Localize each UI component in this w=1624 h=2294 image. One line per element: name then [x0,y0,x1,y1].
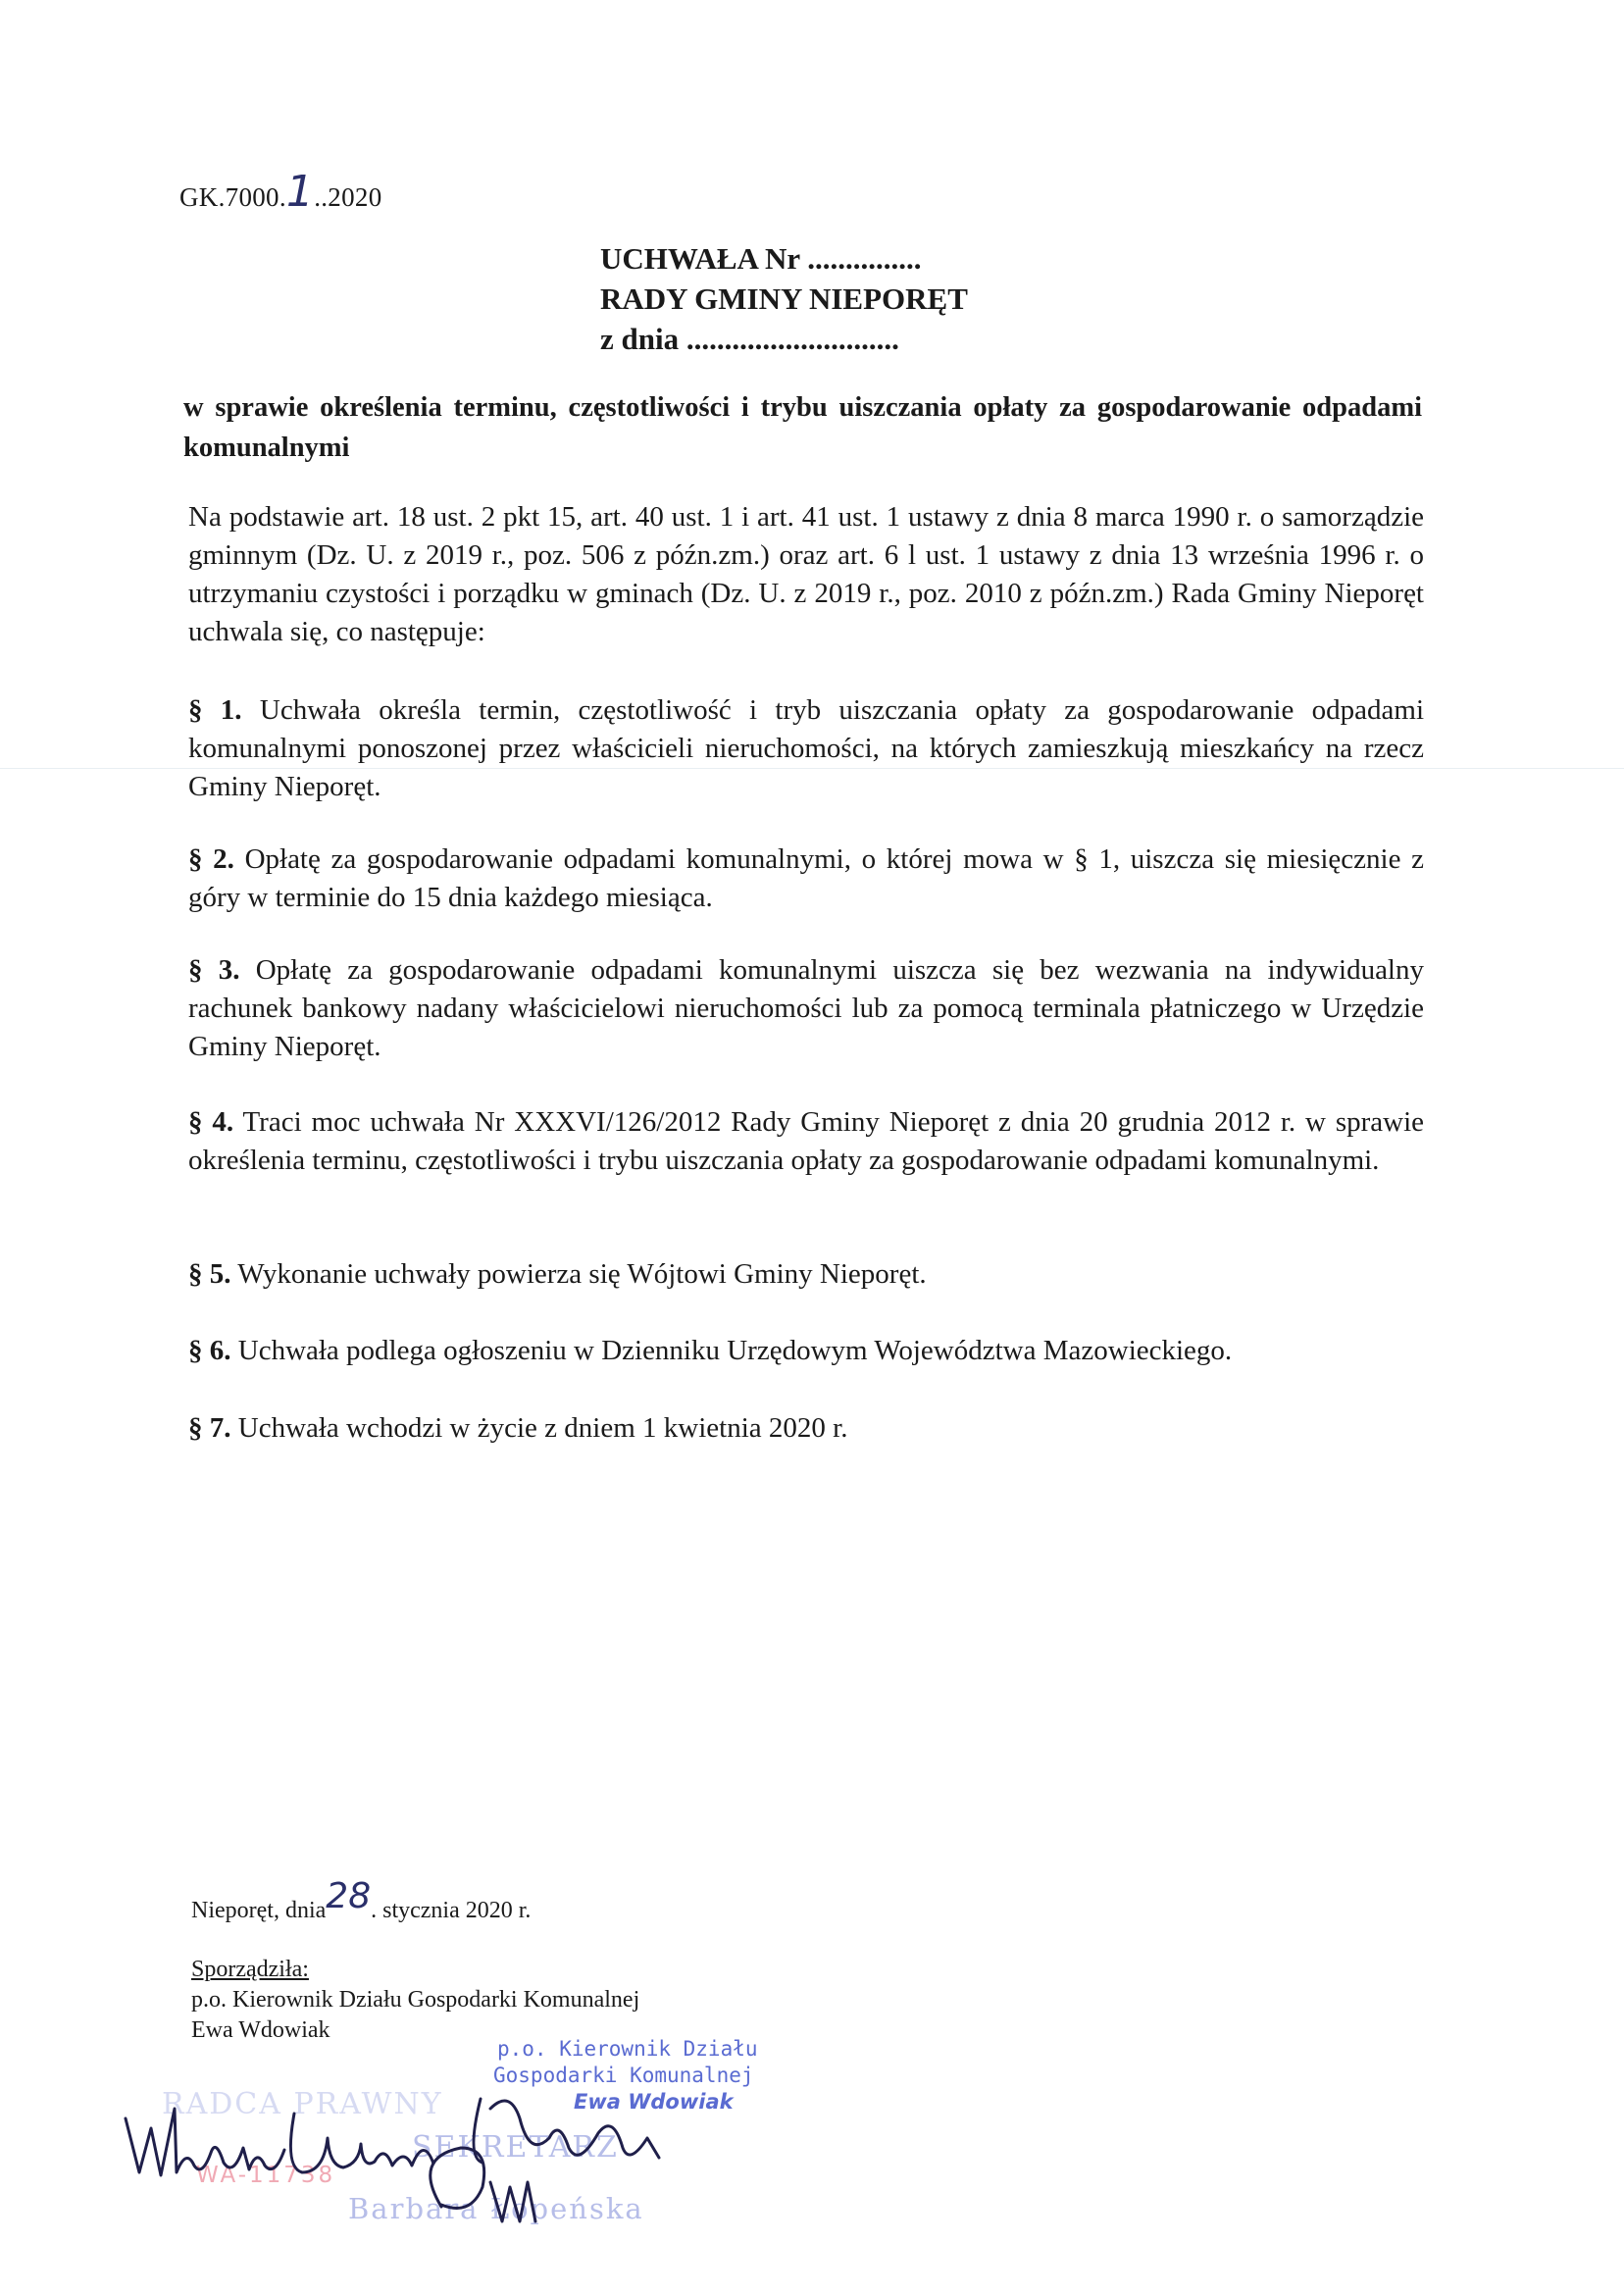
reference-suffix: ..2020 [314,182,382,212]
paragraph-text: Uchwała określa termin, częstotliwość i tryb uiszczania opłaty za gospodarowanie odpadami komunalnymi ponoszonej przez właścicieli nieruchomości, na których zamieszkują mieszkańcy na rzecz Gminy Nieporęt. [188,694,1425,802]
paragraph-number: § 7. [188,1412,231,1444]
handwritten-signatures [118,2079,726,2226]
paragraph-text: Opłatę za gospodarowanie odpadami komunalnymi, o której mowa w § 1, uiszcza się miesięcznie z góry w terminie do 15 dnia każdego miesiąca. [188,843,1424,913]
title-line-resolution-number: UCHWAŁA Nr ............... [600,241,922,276]
signature-stroke-4 [431,2148,535,2221]
paragraph-4 [188,1103,1424,1180]
secretary-stamp-title: SEKRETARZ [412,2130,619,2165]
paragraph-number: § 6. [188,1335,231,1366]
legal-counsel-stamp-text: RADCA PRAWNY [162,2087,443,2121]
place-and-date [191,1876,532,1926]
handwritten-day: 28 [326,1876,372,1916]
resolution-subject: w sprawie określenia terminu, częstotliwości i trybu uiszczania opłaty za gospodarowanie odpadami komunalnymi [183,392,1422,463]
secretary-stamp-name: Barbara Łopeńska [348,2192,644,2225]
reference-prefix: GK.7000. [179,182,286,212]
stamp-role-line-2: Gospodarki Komunalnej [493,2064,754,2087]
paragraph-text: Uchwała podlega ogłoszeniu w Dzienniku Urzędowym Województwa Mazowieckiego. [237,1335,1233,1366]
paragraph-text: Traci moc uchwała Nr XXXVI/126/2012 Rady Gminy Nieporęt z dnia 20 grudnia 2012 r. w sprawie określenia terminu, częstotliwości i trybu uiszczania opłaty za gospodarowanie odpadami komunalnymi. [188,1106,1424,1176]
paragraph-3 [188,951,1424,1066]
title-line-council: RADY GMINY NIEPORĘT [600,281,968,316]
paragraph-number: § 4. [188,1106,234,1138]
signature-stroke-1 [126,2109,284,2175]
paragraph-number: § 3. [188,954,240,986]
paragraph-6 [188,1332,1424,1370]
legal-counsel-stamp-number: WA-11738 [196,2163,336,2188]
stamp-role-line-1: p.o. Kierownik Działu [497,2037,758,2061]
paragraph-text: Uchwała wchodzi w życie z dniem 1 kwietnia 2020 r. [237,1412,848,1444]
paragraph-5 [188,1255,1424,1294]
stamp-name: Ewa Wdowiak [574,2090,734,2114]
paragraph-1 [188,691,1424,806]
place-date-prefix: Nieporęt, dnia [191,1898,327,1923]
prepared-by-role: p.o. Kierownik Działu Gospodarki Komunalnej [191,1987,640,2013]
paragraph-number: § 1. [188,694,242,726]
paragraph-text: Opłatę za gospodarowanie odpadami komunalnymi uiszcza się bez wezwania na indywidualny rachunek bankowy nadany właścicielowi nieruchomości lub za pomocą terminala płatniczego w Urzędzie Gminy Nieporęt. [188,954,1424,1062]
title-line-date: z dnia ............................ [600,322,899,356]
handwritten-reference-number: 1 [285,167,315,217]
signature-stroke-3 [474,2099,659,2163]
paragraph-number: § 5. [188,1258,231,1290]
place-date-suffix: . stycznia 2020 r. [371,1898,532,1923]
paragraph-number: § 2. [188,843,234,875]
paragraph-2 [188,841,1424,917]
legal-basis: Na podstawie art. 18 ust. 2 pkt 15, art. 40 ust. 1 i art. 41 ust. 1 ustawy z dnia 8 marca 1990 r. o samorządzie gminnym (Dz. U. z 2019 r., poz. 506 z późn.zm.) oraz art. 6 l ust. 1 ustawy z dnia 13 września 1996 r. o utrzymaniu czystości i porządku w gminach (Dz. U. z 2019 r., poz. 2010 z późn.zm.) Rada Gminy Nieporęt uchwala się, co następuje: [188,501,1424,647]
signature-stroke-2 [290,2114,433,2172]
prepared-by-label: Sporządziła: [191,1957,309,1982]
prepared-by-name: Ewa Wdowiak [191,2017,330,2043]
reference-number [179,167,382,217]
resolution-title [600,238,968,359]
paragraph-7 [188,1409,1424,1448]
paragraph-text: Wykonanie uchwały powierza się Wójtowi Gminy Nieporęt. [237,1258,927,1290]
prepared-by-block [191,1955,639,2046]
